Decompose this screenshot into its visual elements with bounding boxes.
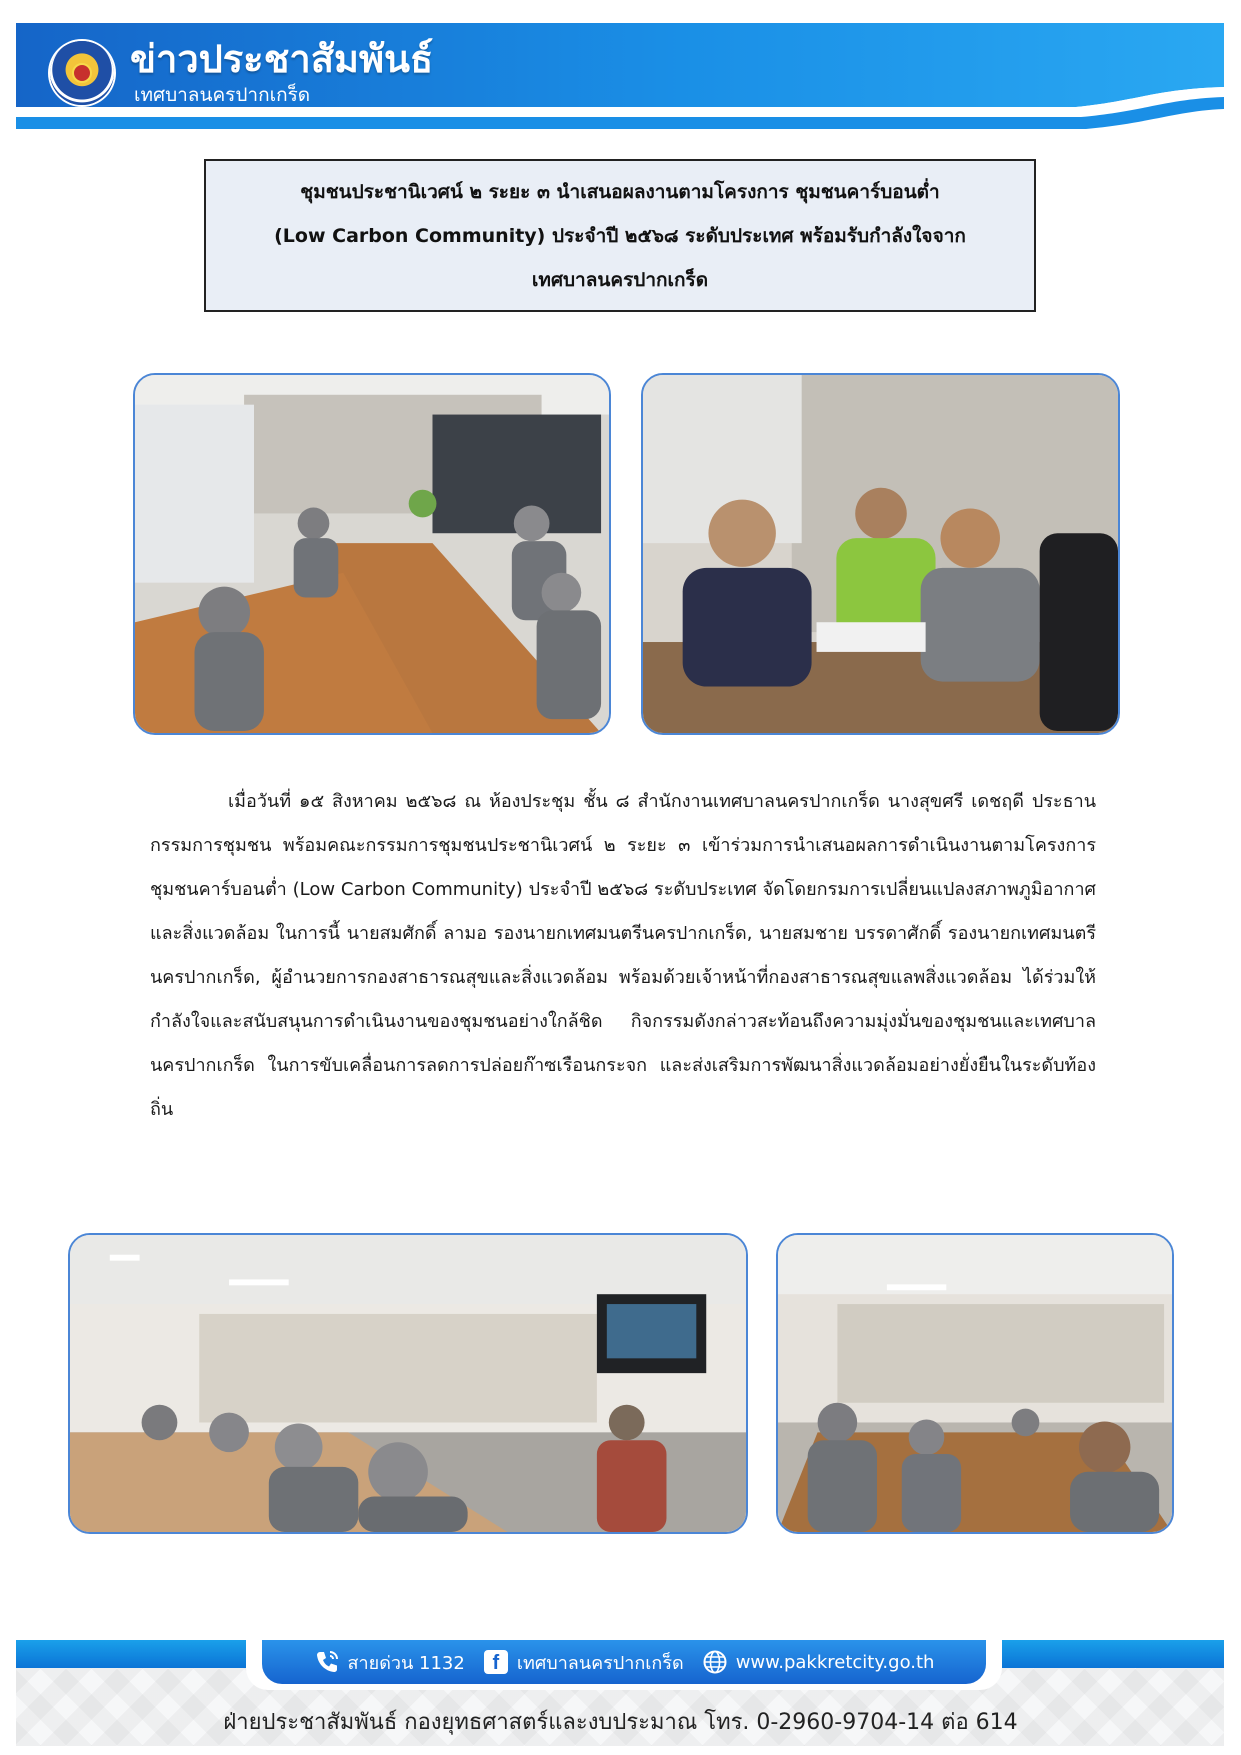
community-members-photo bbox=[776, 1233, 1174, 1534]
brand-title: ข่าวประชาสัมพันธ์ bbox=[130, 37, 434, 81]
globe-icon bbox=[702, 1649, 728, 1675]
article-paragraph: เมื่อวันที่ ๑๕ สิงหาคม ๒๕๖๘ ณ ห้องประชุม ชั้น ๘ สำนักงานเทศบาลนครปากเกร็ด นางสุขศรี เดชฤดี ประธานกรรมการชุมชน พร้อมคณะกรรมการชุมชนประชานิเวศน์ ๒ ระยะ ๓ เข้าร่วมการนำเสนอผลการดำเนินงานตามโครงการ ชุมชนคาร์บอนต่ำ (Low Carbon Community) ประจำปี ๒๕๖๘ ระดับประเทศ จัดโดยกรมการเปลี่ยนแปลงสภาพภูมิอากาศและสิ่งแวดล้อม ในการนี้ นายสมศักดิ์ ลามอ รองนายกเทศมนตรีนครปากเกร็ด, นายสมชาย บรรดาศักดิ์ รองนายกเทศมนตรีนครปากเกร็ด, ผู้อำนวยการกองสาธารณสุขและสิ่งแวดล้อม พร้อมด้วยเจ้าหน้าที่กองสาธารณสุขแลพสิ่งแวดล้อม ได้ร่วมให้กำลังใจและสนับสนุนการดำเนินงานของชุมชนอย่างใกล้ชิด กิจกรรมดังกล่าวสะท้อนถึงความมุ่งมั่นของชุมชนและเทศบาลนครปากเกร็ด ในการขับเคลื่อนการลดการปล่อยก๊าซเรือนกระจก และส่งเสริมการพัฒนาสิ่งแวดล้อมอย่างยั่งยืนในระดับท้องถิ่น bbox=[150, 791, 1096, 1120]
footer-credit: ฝ่ายประชาสัมพันธ์ กองยุทธศาสตร์และงบประมาณ โทร. 0-2960-9704-14 ต่อ 614 bbox=[223, 1710, 1018, 1735]
facebook-text: เทศบาลนครปากเกร็ด bbox=[516, 1652, 684, 1674]
hotline-text: สายด่วน 1132 bbox=[347, 1652, 465, 1674]
headline-line-2: (Low Carbon Community) ประจำปี ๒๕๖๘ ระดับประเทศ พร้อมรับกำลังใจจาก bbox=[274, 224, 966, 247]
facebook-link[interactable] bbox=[483, 1648, 684, 1677]
video-conference-room-photo bbox=[68, 1233, 748, 1534]
phone-icon bbox=[314, 1649, 340, 1675]
meeting-table-photo bbox=[133, 373, 611, 735]
seal-center-mark bbox=[72, 63, 92, 83]
header-banner bbox=[16, 23, 1224, 129]
headline-line-3: เทศบาลนครปากเกร็ด bbox=[531, 268, 709, 291]
municipal-seal-icon bbox=[50, 41, 114, 105]
hotline[interactable] bbox=[314, 1648, 465, 1677]
headline-box bbox=[204, 159, 1036, 312]
website-text: www.pakkretcity.go.th bbox=[735, 1651, 935, 1673]
brand-subtitle: เทศบาลนครปากเกร็ด bbox=[134, 84, 311, 106]
headline-line-1: ชุมชนประชานิเวศน์ ๒ ระยะ ๓ นำเสนอผลงานตามโครงการ ชุมชนคาร์บอนต่ำ bbox=[300, 180, 940, 203]
website-link[interactable] bbox=[702, 1649, 935, 1675]
article-body bbox=[150, 780, 1096, 1132]
facebook-icon: f bbox=[483, 1649, 509, 1675]
footer-contact-strip bbox=[262, 1640, 986, 1684]
officials-reviewing-documents-photo bbox=[641, 373, 1120, 735]
